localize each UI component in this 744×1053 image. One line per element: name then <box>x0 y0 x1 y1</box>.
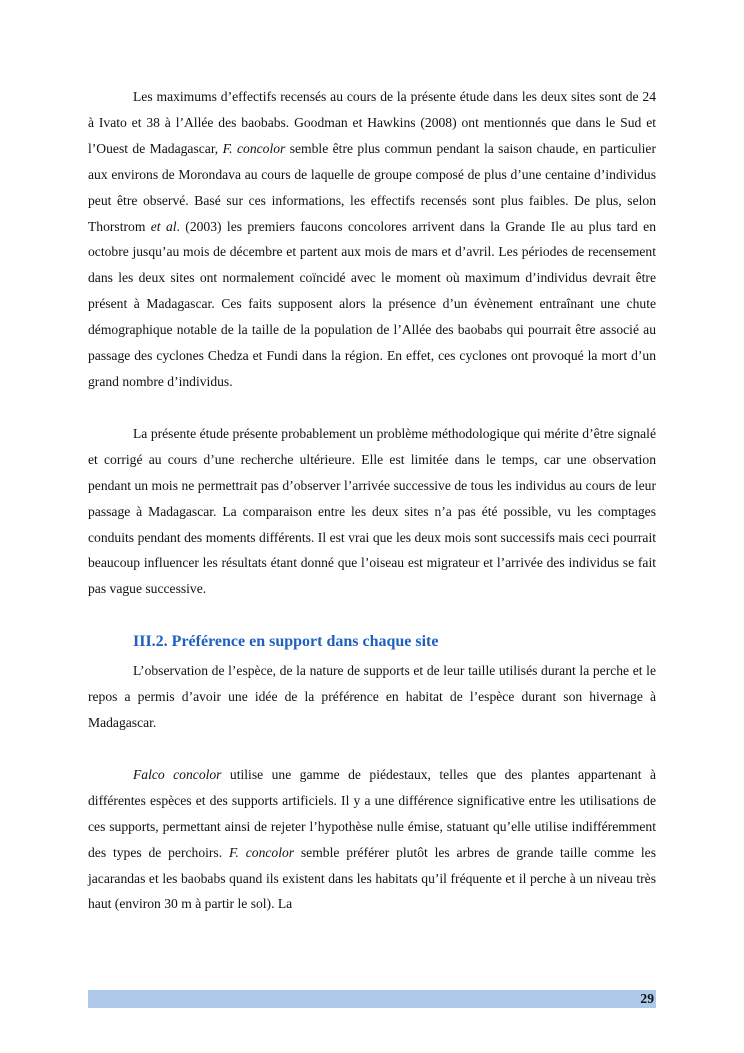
page-body <box>88 84 656 917</box>
italic-term: F. concolor <box>228 844 295 860</box>
section-heading: III.2. Préférence en support dans chaque site <box>133 633 439 651</box>
paragraph-cyclone-effects: Les maximums d’effectifs recensés au cours de la présente étude dans les deux sites sont de 24 à Ivato et 38 à l’Allée des baobabs. Goodman et Hawkins (2008) ont mentionnés que dans le Sud et l’Ouest de Madagascar, F. concolor semble être plus commun pendant la saison chaude, en particulier aux environs de Morondava au cours de laquelle de groupe composé de plus d’une centaine d’individus peut être observé. Basé sur ces informations, les effectifs recensés sont plus faibles. De plus, selon Thorstrom et al. (2003) les premiers faucons concolores arrivent dans la Grande Ile au plus tard en octobre jusqu’au mois de décembre et partent aux mois de mars et d’avril. Les périodes de recensement dans les deux sites ont normalement coïncidé avec le moment où maximum d’individus devrait être présent à Madagascar. Ces faits supposent alors la présence d’un évènement entraînant une chute démographique notable de la taille de la population de l’Allée des baobabs qui pourrait être associé au passage des cyclones Chedza et Fundi dans la région. En effet, ces cyclones ont provoqué la mort d’un grand nombre d’individus. <box>88 89 656 389</box>
italic-term: F. concolor <box>222 140 286 156</box>
footer-bar <box>88 990 656 1008</box>
paragraph-methodology: La présente étude présente probablement un problème méthodologique qui mérite d’être signalé et corrigé au cours d’une recherche ultérieure. Elle est limitée dans le temps, car une observation pendant un mois ne permettrait pas d’observer l’arrivée successive de tous les individus au cours de leur passage à Madagascar. La comparaison entre les deux sites n’a pas été possible, vu les comptages conduits pendant des moments différents. Il est vrai que les deux mois sont successifs mais ceci pourrait beaucoup influencer les résultats étant donné que l’oiseau est migrateur et l’arrivée des individus se fait pas vague successive. <box>88 425 656 597</box>
paragraph-perch-preference: Falco concolor utilise une gamme de piédestaux, telles que des plantes appartenant à différentes espèces et des supports artificiels. Il y a une différence significative entre les utilisations de ces supports, permettant ainsi de rejeter l’hypothèse nulle émise, statuant qu’elle utilise indifféremment des types de perchoirs. F. concolor semble préférer plutôt les arbres de grande taille comme les jacarandas et les baobabs quand ils existent dans les habitats qu’il fréquente et il perche à un niveau très haut (environ 30 m à partir le sol). La <box>88 766 657 912</box>
paragraph-observation: L’observation de l’espèce, de la nature de supports et de leur taille utilisés durant la perche et le repos a permis d’avoir une idée de la préférence en habitat de l’espèce durant son hivernage à Madagascar. <box>88 663 656 731</box>
italic-term: Falco concolor <box>133 766 222 782</box>
italic-term: et al <box>150 218 177 234</box>
page-number: 29 <box>640 991 654 1006</box>
